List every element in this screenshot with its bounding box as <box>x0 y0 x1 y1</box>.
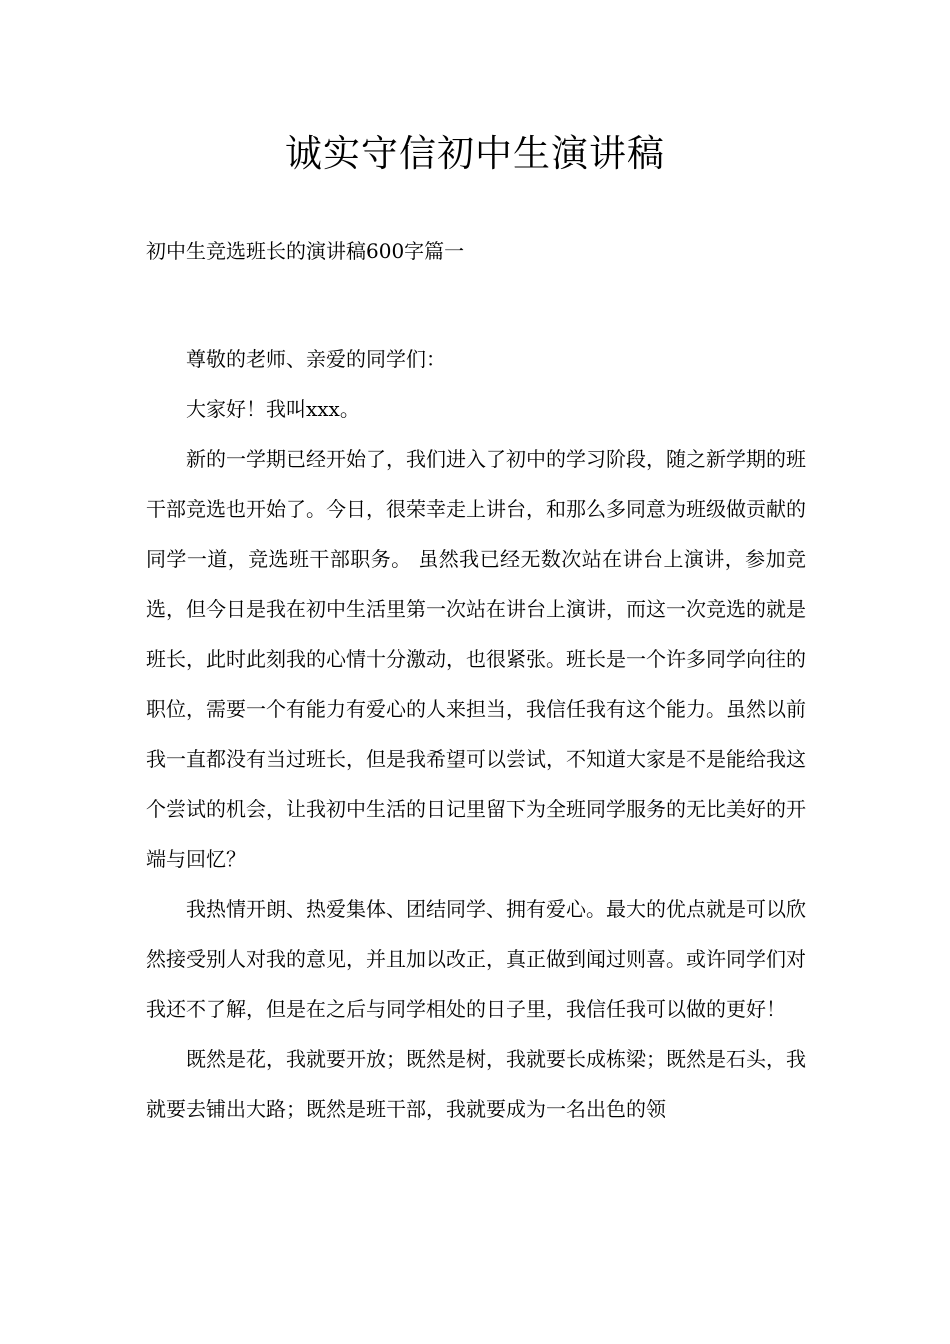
paragraph-intro: 新的一学期已经开始了，我们进入了初中的学习阶段，随之新学期的班干部竞选也开始了。今日，很荣幸走上讲台，和那么多同意为班级做贡献的同学一道，竞选班干部职务。 虽然我已经无数次站在讲台上演讲，参加竞选，但今日是我在初中生活里第一次站在讲台上演讲，而这一次竞选的就是班长，此时此刻我的心情十分激动，也很紧张。班长是一个许多同学向往的职位，需要一个有能力有爱心的人来担当，我信任我有这个能力。虽然以前我一直都没有当过班长，但是我希望可以尝试，不知道大家是不是能给我这个尝试的机会，让我初中生活的日记里留下为全班同学服务的无比美好的开端与回忆？ <box>146 447 806 871</box>
paragraph-personality: 我热情开朗、热爱集体、团结同学、拥有爱心。最大的优点就是可以欣然接受别人对我的意见，并且加以改正，真正做到闻过则喜。或许同学们对我还不了解，但是在之后与同学相处的日子里，我信任我可以做的更好！ <box>146 897 806 1021</box>
section-heading: 初中生竞选班长的演讲稿600字篇一 <box>146 239 465 263</box>
paragraph-salutation: 尊敬的老师、亲爱的同学们： <box>186 347 446 371</box>
document-body <box>146 334 806 1134</box>
document-title: 诚实守信初中生演讲稿 <box>285 132 665 175</box>
paragraph-resolve: 既然是花，我就要开放；既然是树，我就要长成栋梁；既然是石头，我就要去铺出大路；既然是班干部，我就要成为一名出色的领 <box>146 1047 806 1121</box>
paragraph-greeting: 大家好！我叫xxx。 <box>186 397 360 421</box>
